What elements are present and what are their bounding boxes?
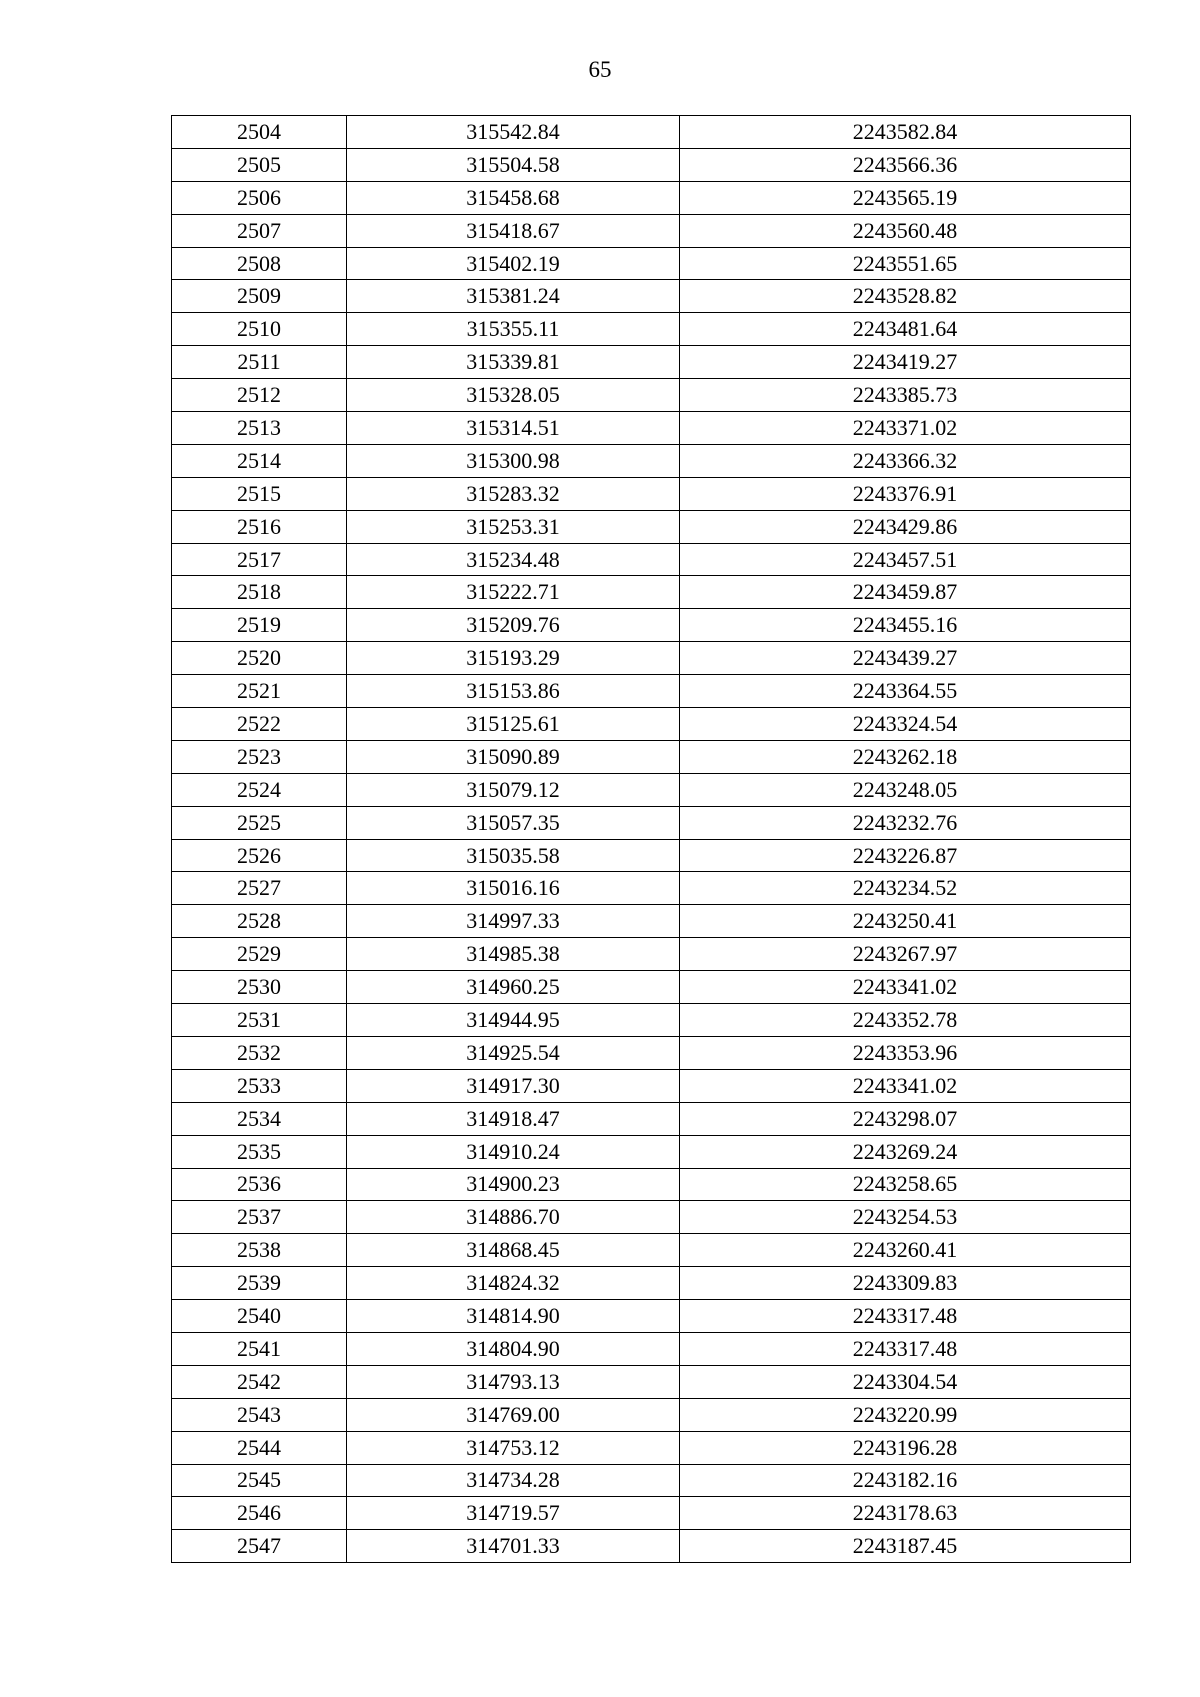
x-coordinate-cell: 314900.23: [347, 1168, 680, 1201]
x-coordinate-cell: 315381.24: [347, 280, 680, 313]
y-coordinate-cell: 2243182.16: [680, 1464, 1131, 1497]
x-coordinate-cell: 314868.45: [347, 1234, 680, 1267]
x-coordinate-cell: 315253.31: [347, 510, 680, 543]
point-number-cell: 2521: [172, 675, 347, 708]
x-coordinate-cell: 314918.47: [347, 1102, 680, 1135]
point-number-cell: 2509: [172, 280, 347, 313]
table-row: [172, 642, 1131, 675]
table-row: [172, 116, 1131, 149]
table-row: [172, 839, 1131, 872]
x-coordinate-cell: 315542.84: [347, 116, 680, 149]
x-coordinate-cell: 314793.13: [347, 1365, 680, 1398]
point-number-cell: 2506: [172, 181, 347, 214]
table-row: [172, 1431, 1131, 1464]
point-number-cell: 2534: [172, 1102, 347, 1135]
table-row: [172, 740, 1131, 773]
table-row: [172, 247, 1131, 280]
y-coordinate-cell: 2243371.02: [680, 412, 1131, 445]
table-row: [172, 379, 1131, 412]
y-coordinate-cell: 2243366.32: [680, 444, 1131, 477]
x-coordinate-cell: 315209.76: [347, 609, 680, 642]
y-coordinate-cell: 2243353.96: [680, 1036, 1131, 1069]
x-coordinate-cell: 314701.33: [347, 1530, 680, 1563]
table-row: [172, 1135, 1131, 1168]
y-coordinate-cell: 2243196.28: [680, 1431, 1131, 1464]
table-row: [172, 938, 1131, 971]
y-coordinate-cell: 2243341.02: [680, 1069, 1131, 1102]
point-number-cell: 2546: [172, 1497, 347, 1530]
point-number-cell: 2520: [172, 642, 347, 675]
point-number-cell: 2539: [172, 1267, 347, 1300]
point-number-cell: 2530: [172, 971, 347, 1004]
x-coordinate-cell: 314960.25: [347, 971, 680, 1004]
point-number-cell: 2527: [172, 872, 347, 905]
point-number-cell: 2543: [172, 1398, 347, 1431]
point-number-cell: 2508: [172, 247, 347, 280]
point-number-cell: 2514: [172, 444, 347, 477]
y-coordinate-cell: 2243226.87: [680, 839, 1131, 872]
table-row: [172, 971, 1131, 1004]
point-number-cell: 2544: [172, 1431, 347, 1464]
table-row: [172, 1036, 1131, 1069]
x-coordinate-cell: 314719.57: [347, 1497, 680, 1530]
y-coordinate-cell: 2243317.48: [680, 1332, 1131, 1365]
y-coordinate-cell: 2243324.54: [680, 708, 1131, 741]
point-number-cell: 2513: [172, 412, 347, 445]
x-coordinate-cell: 314925.54: [347, 1036, 680, 1069]
point-number-cell: 2524: [172, 773, 347, 806]
table-row: [172, 313, 1131, 346]
table-row: [172, 444, 1131, 477]
y-coordinate-cell: 2243258.65: [680, 1168, 1131, 1201]
point-number-cell: 2536: [172, 1168, 347, 1201]
x-coordinate-cell: 315402.19: [347, 247, 680, 280]
point-number-cell: 2505: [172, 148, 347, 181]
point-number-cell: 2531: [172, 1004, 347, 1037]
table-row: [172, 1234, 1131, 1267]
table-row: [172, 806, 1131, 839]
table-row: [172, 181, 1131, 214]
table-row: [172, 576, 1131, 609]
point-number-cell: 2523: [172, 740, 347, 773]
table-row: [172, 1332, 1131, 1365]
point-number-cell: 2528: [172, 905, 347, 938]
table-row: [172, 148, 1131, 181]
table-body: [172, 116, 1131, 1563]
table-row: [172, 280, 1131, 313]
x-coordinate-cell: 315035.58: [347, 839, 680, 872]
x-coordinate-cell: 315283.32: [347, 477, 680, 510]
x-coordinate-cell: 315314.51: [347, 412, 680, 445]
y-coordinate-cell: 2243364.55: [680, 675, 1131, 708]
point-number-cell: 2532: [172, 1036, 347, 1069]
x-coordinate-cell: 315300.98: [347, 444, 680, 477]
point-number-cell: 2507: [172, 214, 347, 247]
y-coordinate-cell: 2243551.65: [680, 247, 1131, 280]
point-number-cell: 2537: [172, 1201, 347, 1234]
x-coordinate-cell: 314910.24: [347, 1135, 680, 1168]
y-coordinate-cell: 2243376.91: [680, 477, 1131, 510]
x-coordinate-cell: 314886.70: [347, 1201, 680, 1234]
point-number-cell: 2538: [172, 1234, 347, 1267]
x-coordinate-cell: 315339.81: [347, 346, 680, 379]
table-row: [172, 214, 1131, 247]
x-coordinate-cell: 315355.11: [347, 313, 680, 346]
y-coordinate-cell: 2243385.73: [680, 379, 1131, 412]
x-coordinate-cell: 315079.12: [347, 773, 680, 806]
point-number-cell: 2519: [172, 609, 347, 642]
table-row: [172, 1004, 1131, 1037]
page-number: 65: [588, 57, 612, 82]
y-coordinate-cell: 2243232.76: [680, 806, 1131, 839]
point-number-cell: 2511: [172, 346, 347, 379]
y-coordinate-cell: 2243254.53: [680, 1201, 1131, 1234]
table-row: [172, 1365, 1131, 1398]
x-coordinate-cell: 314997.33: [347, 905, 680, 938]
y-coordinate-cell: 2243439.27: [680, 642, 1131, 675]
y-coordinate-cell: 2243187.45: [680, 1530, 1131, 1563]
x-coordinate-cell: 315057.35: [347, 806, 680, 839]
table-row: [172, 773, 1131, 806]
point-number-cell: 2547: [172, 1530, 347, 1563]
y-coordinate-cell: 2243528.82: [680, 280, 1131, 313]
y-coordinate-cell: 2243457.51: [680, 543, 1131, 576]
table-row: [172, 1069, 1131, 1102]
y-coordinate-cell: 2243565.19: [680, 181, 1131, 214]
x-coordinate-cell: 315125.61: [347, 708, 680, 741]
x-coordinate-cell: 314917.30: [347, 1069, 680, 1102]
y-coordinate-cell: 2243582.84: [680, 116, 1131, 149]
x-coordinate-cell: 315016.16: [347, 872, 680, 905]
point-number-cell: 2529: [172, 938, 347, 971]
x-coordinate-cell: 314814.90: [347, 1300, 680, 1333]
x-coordinate-cell: 315153.86: [347, 675, 680, 708]
point-number-cell: 2533: [172, 1069, 347, 1102]
y-coordinate-cell: 2243267.97: [680, 938, 1131, 971]
table-row: [172, 708, 1131, 741]
x-coordinate-cell: 314804.90: [347, 1332, 680, 1365]
table-row: [172, 905, 1131, 938]
table-row: [172, 1267, 1131, 1300]
y-coordinate-cell: 2243459.87: [680, 576, 1131, 609]
point-number-cell: 2525: [172, 806, 347, 839]
point-number-cell: 2518: [172, 576, 347, 609]
table-row: [172, 1464, 1131, 1497]
x-coordinate-cell: 315458.68: [347, 181, 680, 214]
table-row: [172, 675, 1131, 708]
y-coordinate-cell: 2243178.63: [680, 1497, 1131, 1530]
point-number-cell: 2535: [172, 1135, 347, 1168]
x-coordinate-cell: 314734.28: [347, 1464, 680, 1497]
y-coordinate-cell: 2243309.83: [680, 1267, 1131, 1300]
point-number-cell: 2510: [172, 313, 347, 346]
point-number-cell: 2512: [172, 379, 347, 412]
table-row: [172, 346, 1131, 379]
table-row: [172, 1201, 1131, 1234]
y-coordinate-cell: 2243304.54: [680, 1365, 1131, 1398]
point-number-cell: 2540: [172, 1300, 347, 1333]
x-coordinate-cell: 314824.32: [347, 1267, 680, 1300]
x-coordinate-cell: 314769.00: [347, 1398, 680, 1431]
table-row: [172, 510, 1131, 543]
y-coordinate-cell: 2243260.41: [680, 1234, 1131, 1267]
table-row: [172, 1168, 1131, 1201]
y-coordinate-cell: 2243481.64: [680, 313, 1131, 346]
y-coordinate-cell: 2243455.16: [680, 609, 1131, 642]
table-row: [172, 1530, 1131, 1563]
y-coordinate-cell: 2243560.48: [680, 214, 1131, 247]
x-coordinate-cell: 315328.05: [347, 379, 680, 412]
table-row: [172, 1300, 1131, 1333]
y-coordinate-cell: 2243341.02: [680, 971, 1131, 1004]
y-coordinate-cell: 2243298.07: [680, 1102, 1131, 1135]
x-coordinate-cell: 314753.12: [347, 1431, 680, 1464]
table-row: [172, 872, 1131, 905]
point-number-cell: 2517: [172, 543, 347, 576]
table-row: [172, 1398, 1131, 1431]
point-number-cell: 2516: [172, 510, 347, 543]
y-coordinate-cell: 2243317.48: [680, 1300, 1131, 1333]
y-coordinate-cell: 2243429.86: [680, 510, 1131, 543]
x-coordinate-cell: 314985.38: [347, 938, 680, 971]
x-coordinate-cell: 315234.48: [347, 543, 680, 576]
x-coordinate-cell: 315418.67: [347, 214, 680, 247]
x-coordinate-cell: 315090.89: [347, 740, 680, 773]
table-row: [172, 477, 1131, 510]
point-number-cell: 2504: [172, 116, 347, 149]
y-coordinate-cell: 2243566.36: [680, 148, 1131, 181]
point-number-cell: 2515: [172, 477, 347, 510]
point-number-cell: 2542: [172, 1365, 347, 1398]
y-coordinate-cell: 2243269.24: [680, 1135, 1131, 1168]
y-coordinate-cell: 2243248.05: [680, 773, 1131, 806]
table-row: [172, 1102, 1131, 1135]
y-coordinate-cell: 2243234.52: [680, 872, 1131, 905]
x-coordinate-cell: 315193.29: [347, 642, 680, 675]
y-coordinate-cell: 2243352.78: [680, 1004, 1131, 1037]
y-coordinate-cell: 2243250.41: [680, 905, 1131, 938]
table-row: [172, 412, 1131, 445]
table-row: [172, 1497, 1131, 1530]
point-number-cell: 2526: [172, 839, 347, 872]
table-row: [172, 543, 1131, 576]
x-coordinate-cell: 315504.58: [347, 148, 680, 181]
coordinate-table: [171, 115, 1131, 1563]
y-coordinate-cell: 2243220.99: [680, 1398, 1131, 1431]
point-number-cell: 2541: [172, 1332, 347, 1365]
point-number-cell: 2545: [172, 1464, 347, 1497]
y-coordinate-cell: 2243262.18: [680, 740, 1131, 773]
table-row: [172, 609, 1131, 642]
x-coordinate-cell: 314944.95: [347, 1004, 680, 1037]
point-number-cell: 2522: [172, 708, 347, 741]
y-coordinate-cell: 2243419.27: [680, 346, 1131, 379]
x-coordinate-cell: 315222.71: [347, 576, 680, 609]
